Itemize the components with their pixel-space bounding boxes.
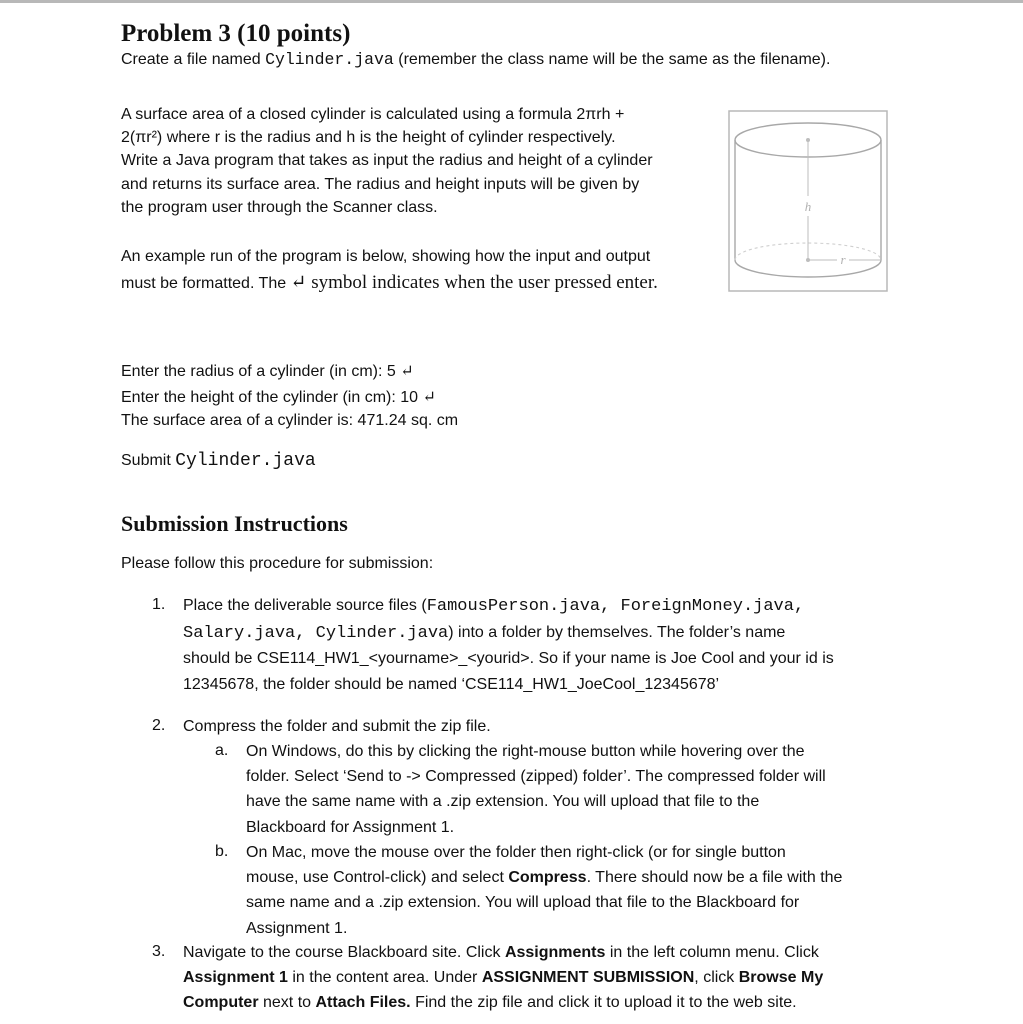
substep-b-line: On Mac, move the mouse over the folder then right-click (or for single button xyxy=(246,844,786,861)
step-text: , click xyxy=(694,969,739,987)
step-1-line xyxy=(183,593,903,620)
enter-symbol-icon: ↵ xyxy=(290,272,307,293)
description-line: 2(πr²) where r is the radius and h is the height of cylinder respectively. xyxy=(121,129,616,147)
substep-a-line: Blackboard for Assignment 1. xyxy=(246,818,455,836)
compress-term: Compress xyxy=(508,869,587,887)
submit-line xyxy=(121,451,316,471)
cylinder-figure xyxy=(728,110,888,292)
assignment-1-term: Assignment 1 xyxy=(183,969,288,987)
step-3-line xyxy=(183,990,903,1015)
step-text: next to xyxy=(258,994,316,1012)
step-number: 3. xyxy=(152,943,166,960)
intro-text-end: (remember the class name will be the same as the filename). xyxy=(393,51,831,68)
description-line: and returns its surface area. The radius and height inputs will be given by xyxy=(121,175,640,193)
description-line: the program user through the Scanner class. xyxy=(121,198,438,216)
description-line: A surface area of a closed cylinder is calculated using a formula 2πrh + xyxy=(121,106,625,123)
computer-term: Computer xyxy=(183,994,259,1012)
intro-code: Cylinder.java xyxy=(265,50,394,69)
step-number: 2. xyxy=(152,717,166,734)
substep-b xyxy=(246,840,926,941)
intro-text: Create a file named xyxy=(121,51,266,68)
description-line: Write a Java program that takes as input the radius and height of a cylinder xyxy=(121,152,653,170)
problem-heading: Problem 3 (10 points) xyxy=(121,20,351,47)
example-line-3: The surface area of a cylinder is: 471.24 sq. cm xyxy=(121,412,459,429)
step-3-line xyxy=(183,965,903,990)
example-output: Enter the height of the cylinder (in cm): 10 xyxy=(121,389,419,406)
submission-intro: Please follow this procedure for submission: xyxy=(121,555,434,572)
problem-description xyxy=(121,103,721,219)
step-number: 1. xyxy=(152,596,166,613)
submission-heading: Submission Instructions xyxy=(121,511,348,536)
step-text: in the content area. Under xyxy=(287,969,482,987)
step-text: in the left column menu. Click xyxy=(605,944,819,961)
step-1-line xyxy=(183,620,903,647)
example-line-1 xyxy=(121,361,414,381)
top-center-dot xyxy=(806,138,810,142)
substep-b-line xyxy=(246,865,926,890)
enter-symbol-icon: ↵ xyxy=(422,389,436,406)
h-label: h xyxy=(804,199,812,214)
step-1-line: 12345678, the folder should be named ‘CSE114_HW1_JoeCool_12345678’ xyxy=(183,675,720,693)
step-3 xyxy=(183,940,903,1016)
substep-b-line: same name and a .zip extension. You will upload that file to the Blackboard for xyxy=(246,894,800,912)
step-text: mouse, use Control-click) and select xyxy=(246,869,509,887)
r-label: r xyxy=(840,252,846,267)
step-text: . There should now be a file with the xyxy=(586,869,843,887)
substep-a-line: have the same name with a .zip extension. You will upload that file to the xyxy=(246,793,760,811)
attach-files-term: Attach Files. xyxy=(315,994,411,1012)
assignments-term: Assignments xyxy=(504,944,606,961)
example-output: Enter the radius of a cylinder (in cm): 5 xyxy=(121,363,396,380)
step-text: Find the zip file and click it to upload it to the web site. xyxy=(410,994,797,1012)
top-border xyxy=(0,0,1023,3)
substep-a-line: On Windows, do this by clicking the right-mouse button while hovering over the xyxy=(246,743,805,760)
assignment-submission-term: ASSIGNMENT SUBMISSION xyxy=(481,969,695,987)
step-text: Place the deliverable source files ( xyxy=(183,597,427,614)
example-text: An example run of the program is below, showing how the input and output must be formatted. The xyxy=(121,248,651,292)
submit-label: Submit xyxy=(121,452,176,469)
substep-label: a. xyxy=(215,742,229,759)
file-list-code: FamousPerson.java, ForeignMoney.java, xyxy=(426,597,805,616)
problem-intro xyxy=(121,50,830,69)
submit-code: Cylinder.java xyxy=(175,451,316,471)
browse-term: Browse My xyxy=(738,969,824,987)
step-text: ) into a folder by themselves. The folder’s name xyxy=(448,623,786,641)
substep-a-line: folder. Select ‘Send to -> Compressed (zipped) folder’. The compressed folder will xyxy=(246,768,826,786)
substep-a xyxy=(246,739,926,840)
step-1-line: should be CSE114_HW1_<yourname>_<yourid>. So if your name is Joe Cool and your id is xyxy=(183,650,834,667)
step-3-line xyxy=(183,940,903,965)
step-text: Navigate to the course Blackboard site. Click xyxy=(183,944,505,961)
example-line-2 xyxy=(121,387,436,407)
file-list-code: Salary.java, Cylinder.java xyxy=(183,623,449,643)
step-1 xyxy=(183,593,903,697)
substep-label: b. xyxy=(215,843,229,860)
substep-b-line: Assignment 1. xyxy=(246,919,348,937)
example-explanation xyxy=(121,244,681,297)
enter-symbol-icon: ↵ xyxy=(400,363,414,380)
step-2: Compress the folder and submit the zip file. xyxy=(183,718,491,735)
example-tail: symbol indicates when the user pressed enter. xyxy=(306,272,658,293)
